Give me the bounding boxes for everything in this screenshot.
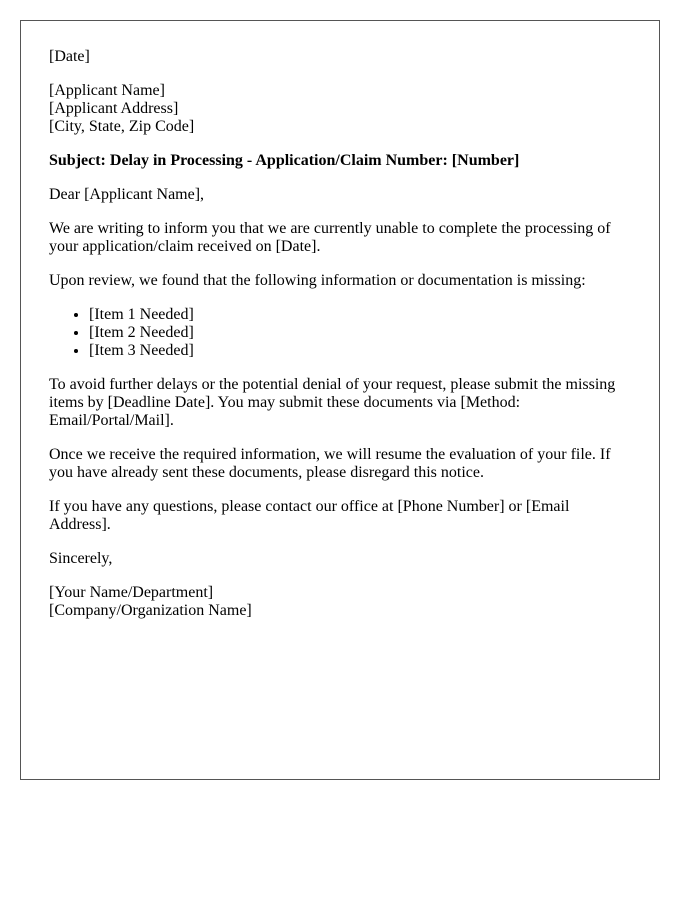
recipient-address: [Applicant Address] [49,100,179,117]
recipient-city: [City, State, Zip Code] [49,118,195,135]
salutation: Dear [Applicant Name], [49,186,205,203]
recipient-name: [Applicant Name] [49,82,165,99]
paragraph-contact: If you have any questions, please contact our office at [Phone Number] or [Email Address]. [49,498,570,533]
list-item: • [Item 2 Needed] [89,324,631,342]
paragraph-intro: We are writing to inform you that we are currently unable to complete the processing of your application/claim received on [Date]. [49,220,611,255]
missing-items-list [49,306,631,360]
subject-line: Subject: Delay in Processing - Application/Claim Number: [Number] [49,152,520,169]
closing: Sincerely, [49,550,113,567]
recipient-block [49,82,631,136]
paragraph-deadline: To avoid further delays or the potential denial of your request, please submit the missing items by [Deadline Date]. You may submit these documents via [Method: Email/Portal/Mail]. [49,376,616,429]
list-item: • [Item 3 Needed] [89,342,631,360]
paragraph-missing: Upon review, we found that the following information or documentation is missing: [49,272,586,289]
signature-organization: [Company/Organization Name] [49,602,252,619]
signature-block [49,584,631,620]
paragraph-resume: Once we receive the required information, we will resume the evaluation of your file. If you have already sent these documents, please disregard this notice. [49,446,611,481]
signature-name: [Your Name/Department] [49,584,214,601]
list-item: • [Item 1 Needed] [89,306,631,324]
letter-page [20,20,660,780]
letter-date: [Date] [49,48,90,65]
